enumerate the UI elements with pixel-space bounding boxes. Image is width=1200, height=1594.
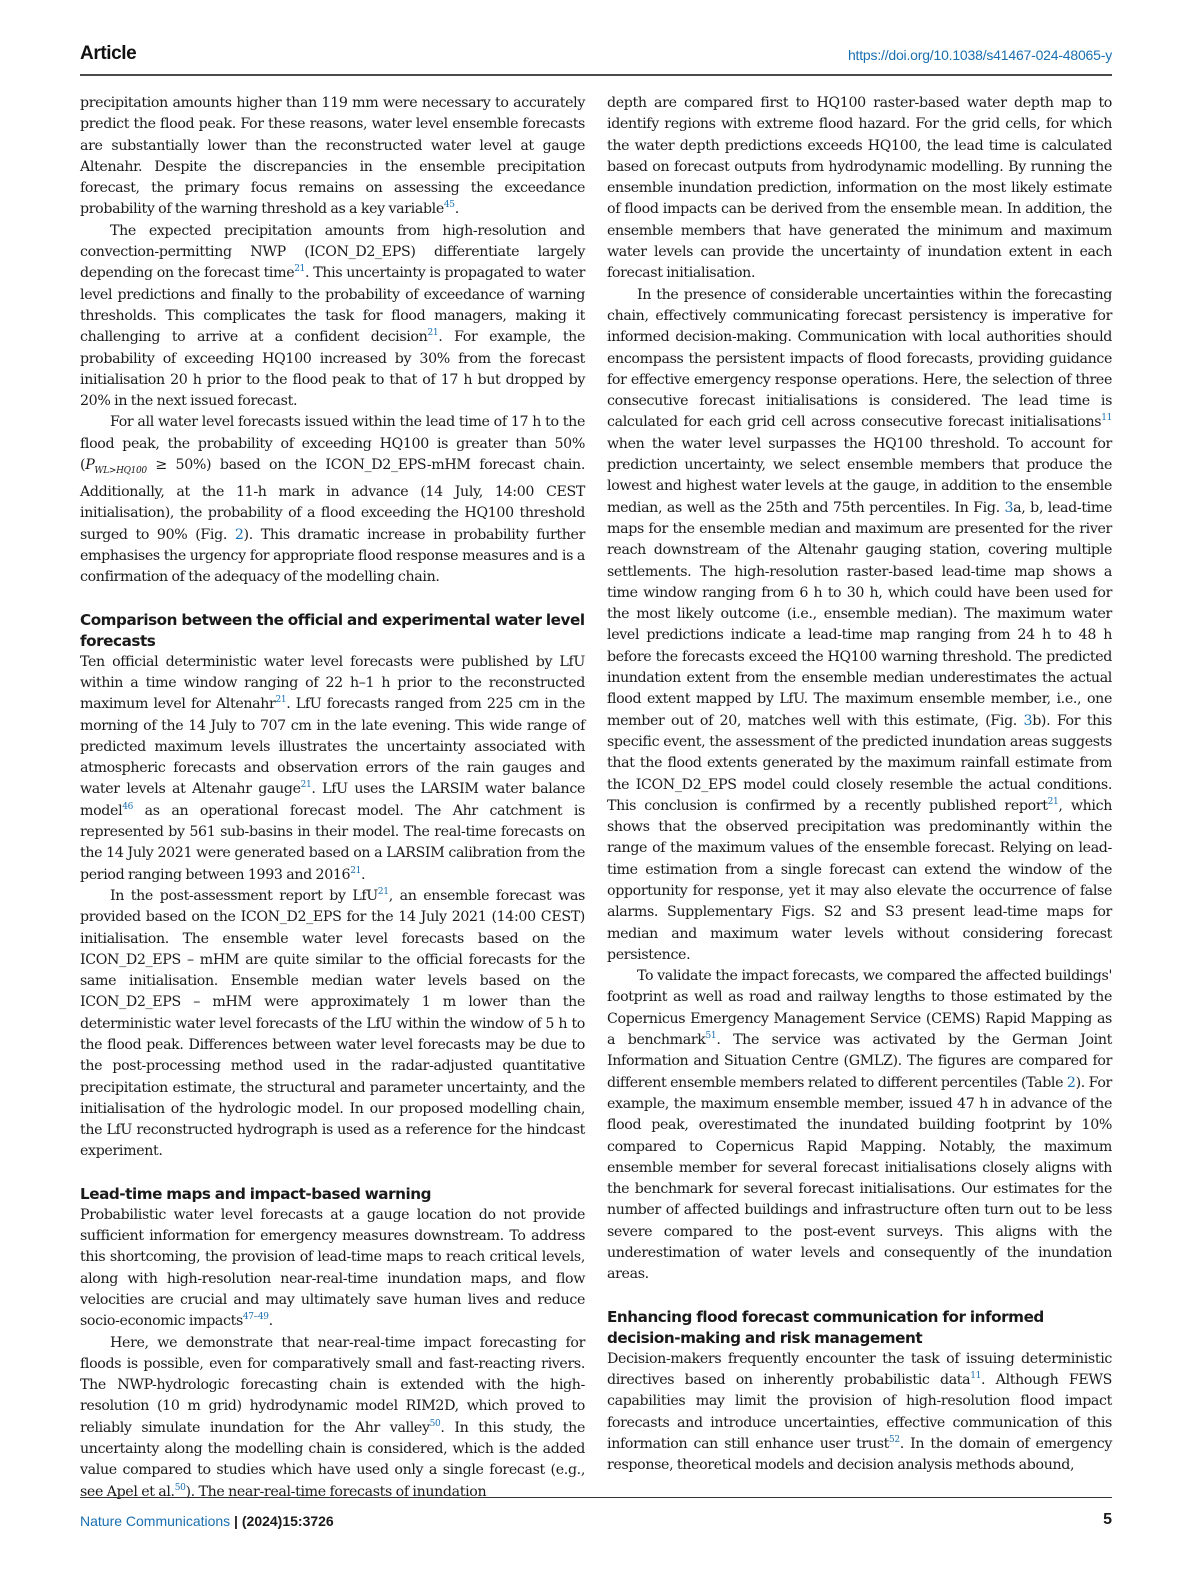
right-column [607, 93, 1112, 1476]
page-footer [80, 1497, 1112, 1538]
citation-ref[interactable]: 21 [377, 886, 389, 897]
math-subscript: WL>HQ100 [94, 465, 147, 476]
paragraph: The expected precipitation amounts from high-resolution and convection-permitting NWP (ICON_D2_EPS) differentiate largely depending on the forecast time$^{21}$. This uncertainty is propagated to water level predictions and finally to the probability of exceedance of warning thresholds. This complicates the task for flood managers, making it challenging to arrive at a confident decision$^{21}$. For example, the probability of exceeding HQ100 increased by 30% from the forecast initialisation 20 h prior to the flood peak to that of 17 h but dropped by 20% in the next issued forecast. [80, 222, 586, 410]
separator: | [230, 1513, 242, 1529]
paragraph: For all water level forecasts issued within the lead time of 17 h to the flood peak, the probability of exceeding HQ100 is greater than 50% $(P_{WL>HQ100} \ge 50\%)$ based on the ICON_D2_EPS-mHM forecast chain. Additionally, at the 11-h mark in advance (14 July, 14:00 CEST initialisation), the probability of a flood exceeding the HQ100 threshold surged to 90% (Fig. 2). This dramatic increase in probability further emphasises the urgency for appropriate flood response measures and is a confirmation of the adequacy of the modelling chain. [80, 414, 585, 586]
citation-ref[interactable]: 21 [427, 328, 439, 339]
citation-ref[interactable]: 45 [443, 200, 455, 211]
paragraph: precipitation amounts higher than 119 mm were necessary to accurately predict the flood peak. For these reasons, water level ensemble forecasts are substantially lower than the reconstructed water level at gauge Altenahr. Despite the discrepancies in the ensemble precipitation forecast, the primary focus remains on assessing the exceedance probability of the warning threshold as a key variable$^{45}$. [80, 95, 585, 218]
figure-ref[interactable]: 3 [1004, 499, 1014, 516]
citation-ref[interactable]: 21 [300, 780, 312, 791]
math-symbol: P [85, 457, 95, 474]
paragraph: depth are compared first to HQ100 raster-based water depth map to identify regions with extreme flood hazard. For the grid cells, for which the water depth predictions exceeds HQ100, the lead time is calculated based on forecast outputs from hydrodynamic modelling. By running the ensemble inundation prediction, information on the most likely estimate of flood impacts can be derived from the ensemble mean. In addition, the ensemble members that have generated the minimum and maximum water levels can provide the uncertainty of inundation extent in each forecast initialisation. [607, 95, 1112, 282]
journal-name[interactable]: Nature Communications [80, 1513, 231, 1529]
section-label: Article [80, 43, 137, 64]
figure-ref[interactable]: 2 [234, 526, 244, 543]
paragraph: In the post-assessment report by LfU$^{21}$, an ensemble forecast was provided based on the ICON_D2_EPS for the 14 July 2021 (14:00 CEST) initialisation. The ensemble water level forecasts based on the ICON_D2_EPS – mHM are quite similar to the official forecasts for the same initialisation. Ensemble median water levels based on the ICON_D2_EPS – mHM were approximately 1 m lower than the deterministic water level forecasts of the LfU within the window of 5 h to the flood peak. Differences between water level forecasts may be due to the post-processing method used in the radar-adjusted quantitative precipitation estimate, the structural and parameter uncertainty, and the initialisation of the hydrologic model. In our proposed modelling chain, the LfU reconstructed hydrograph is used as a reference for the hindcast experiment. [80, 886, 585, 1160]
page-header [80, 40, 1112, 76]
section-heading: Lead-time maps and impact-based warning [80, 1184, 432, 1203]
paragraph: In the presence of considerable uncertainties within the forecasting chain, effectively communicating forecast persistency is imperative for informed decision-making. Communication with local authorities should encompass the persistent impacts of flood forecasts, providing guidance for effective emergency response operations. Here, the selection of three consecutive forecast initialisations is considered. The lead time is calculated for each grid cell across consecutive forecast initialisations$^{11}$ when the water level surpasses the HQ100 threshold. To account for prediction uncertainty, we select ensemble members that produce the lowest and highest water levels at the gauge, in addition to the ensemble median, as well as the 25th and 75th percentiles. In Fig. 3a, b, lead-time maps for the ensemble median and maximum are presented for the river reach downstream of the Altenahr gauging station, covering multiple settlements. The high-resolution raster-based lead-time map shows a time window ranging from 6 h to 30 h, which could have been used for the most likely outcome (i.e., ensemble median). The maximum water level predictions indicate a lead-time map ranging from 24 h to 48 h before the forecasts exceed the HQ100 warning threshold. The predicted inundation extent from the ensemble median underestimates the actual flood extent mapped by LfU. The maximum ensemble member, i.e., one member out of 20, matches well with this estimate, (Fig. 3b). For this specific event, the assessment of the predicted inundation areas suggests that the flood extents generated by the maximum rainfall estimate from the ICON_D2_EPS model could closely resemble the actual conditions. This conclusion is confirmed by a recently published report$^{21}$, which shows that the observed precipitation was predominantly within the range of the maximum values of the ensemble forecast. Relying on lead-time estimation from a single forecast can extend the window of the opportunity for response, yet it may also elevate the occurrence of false alarms. Supplementary Figs. S2 and S3 present lead-time maps for median and maximum water levels without considering forecast persistence. [607, 286, 1113, 963]
citation-ref[interactable]: 47–49 [242, 1312, 269, 1323]
page-number: 5 [1103, 1511, 1112, 1528]
citation-ref[interactable]: 11 [1101, 413, 1112, 424]
journal-citation [80, 1513, 334, 1529]
citation-ref[interactable]: 21 [350, 865, 361, 876]
paragraph: Here, we demonstrate that near-real-time impact forecasting for floods is possible, even for comparatively small and fast-reacting rivers. The NWP-hydrologic forecasting chain is extended with the high-resolution (10 m grid) hydrodynamic model RIM2D, which proved to reliably simulate inundation for the Ahr valley$^{50}$. In this study, the uncertainty along the modelling chain is considered, which is the added value compared to studies which have used only a single forecast (e.g., see Apel et al.$^{50}$). The near-real-time forecasts of inundation [80, 1334, 585, 1500]
section-heading: Enhancing flood forecast communication for informed decision-making and risk management [607, 1307, 1044, 1347]
citation-info: (2024)15:3726 [241, 1513, 334, 1529]
citation-ref[interactable]: 50 [429, 1418, 441, 1429]
paragraph: Decision-makers frequently encounter the task of issuing deterministic directives based on inherently probabilistic data$^{11}$. Although FEWS capabilities may limit the provision of high-resolution flood impact forecasts and introduce uncertainties, effective communication of this information can still enhance user trust$^{52}$. In the domain of emergency response, theoretical models and decision analysis methods abound, [607, 1350, 1112, 1474]
paragraph: Ten official deterministic water level forecasts were published by LfU within a time window ranging of 22 h–1 h prior to the reconstructed maximum level for Altenahr$^{21}$. LfU forecasts ranged from 225 cm in the morning of the 14 July to 707 cm in the late evening. This wide range of predicted maximum levels illustrates the uncertainty associated with atmospheric forecasts and observation errors of the rain gauges and water levels at Altenahr gauge$^{21}$. LfU uses the LARSIM water balance model$^{46}$ as an operational forecast model. The Ahr catchment is represented by 561 sub-basins in their model. The real-time forecasts on the 14 July 2021 were generated based on a LARSIM calibration from the period ranging between 1993 and 2016$^{21}$. [80, 653, 585, 883]
citation-ref[interactable]: 50 [174, 1482, 186, 1493]
section-heading: Comparison between the official and experimental water level forecasts [80, 610, 585, 650]
citation-ref[interactable]: 51 [705, 1031, 717, 1042]
paragraph: Probabilistic water level forecasts at a gauge location do not provide sufficient information for emergency measures downstream. To address this shortcoming, the provision of lead-time maps to reach critical levels, along with high-resolution near-real-time inundation maps, and flow velocities are crucial and may ultimately save human lives and reduce socio-economic impacts$^{47-49}$. [80, 1206, 585, 1330]
citation-ref[interactable]: 21 [1047, 796, 1059, 807]
citation-ref[interactable]: 21 [294, 264, 306, 275]
citation-ref[interactable]: 46 [122, 801, 134, 812]
citation-ref[interactable]: 21 [275, 695, 287, 706]
citation-ref[interactable]: 11 [970, 1370, 982, 1381]
paragraph: To validate the impact forecasts, we compared the affected buildings' footprint as well as road and railway lengths to those estimated by the Copernicus Emergency Management Service (CEMS) Rapid Mapping as a benchmark$^{51}$. The service was activated by the German Joint Information and Situation Centre (GMLZ). The figures are compared for different ensemble members related to different percentiles (Table 2). For example, the maximum ensemble member, issued 47 h in advance of the flood peak, overestimated the inundated building footprint by 10% compared to Copernicus Rapid Mapping. Notably, the maximum ensemble member for several forecast initialisations closely aligns with the benchmark for several forecast initialisations. Our estimates for the number of affected buildings and infrastructure often turn out to be less severe compared to the post-event surveys. This aligns with the underestimation of water levels and consequently of the inundation areas. [607, 968, 1112, 1283]
left-column [80, 93, 585, 1503]
figure-ref[interactable]: 3 [1023, 712, 1033, 729]
doi-link[interactable]: https://doi.org/10.1038/s41467-024-48065-y [847, 47, 1112, 63]
table-ref[interactable]: 2 [1066, 1074, 1076, 1091]
citation-ref[interactable]: 52 [888, 1434, 900, 1445]
